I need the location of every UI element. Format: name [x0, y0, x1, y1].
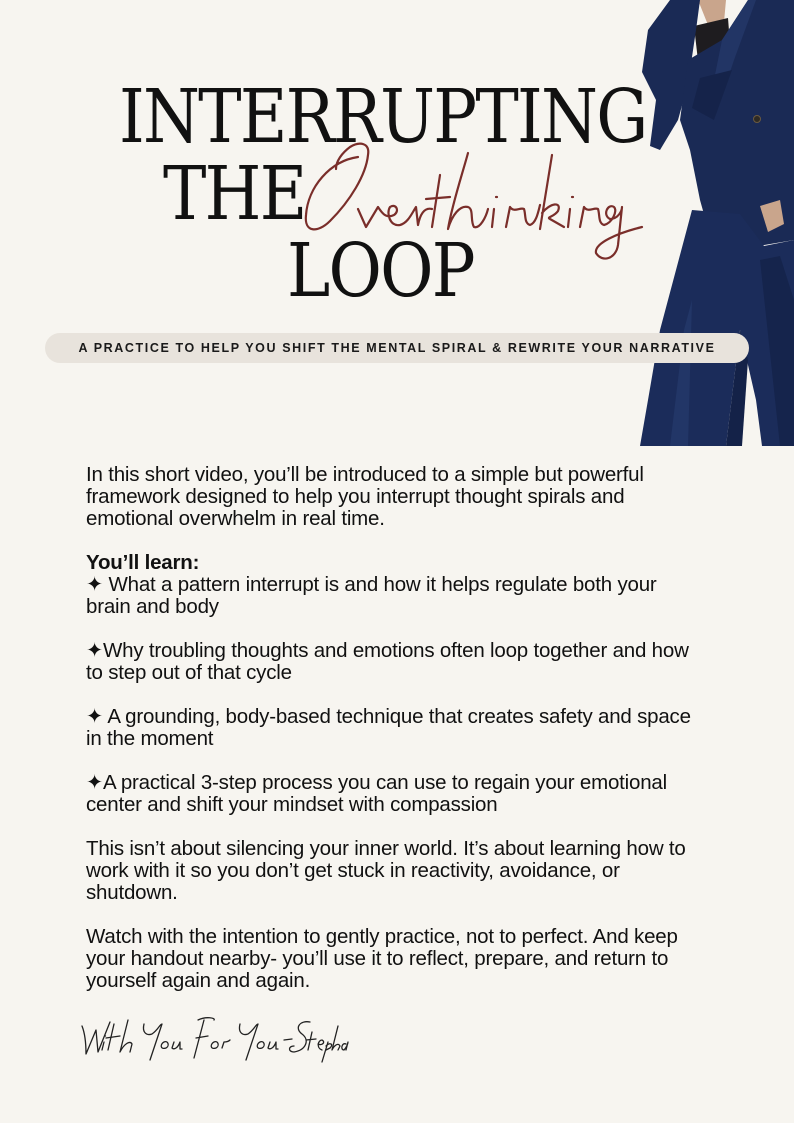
intro-paragraph: In this short video, you’ll be introduced to a simple but powerful framework designed to help you interrupt thought spirals and emotional overwhelm in real time.: [86, 463, 644, 530]
title-line-loop: LOOP: [287, 228, 474, 314]
learn-heading: You’ll learn:: [86, 551, 200, 574]
subtitle-banner: [45, 333, 749, 363]
title-line-the: THE: [163, 151, 306, 237]
bullet-item: ✦ A grounding, body-based technique that creates safety and space in the moment: [86, 705, 691, 750]
body-content: [86, 464, 696, 1014]
closing-paragraph-2: Watch with the intention to gently practice, not to perfect. And keep your handout nearby- you’ll use it to reflect, prepare, and return to yourself again and again.: [86, 925, 678, 992]
title-line-interrupting: INTERRUPTING: [119, 74, 647, 160]
handwritten-signature: [80, 1012, 350, 1064]
bullet-item: ✦ What a pattern interrupt is and how it helps regulate both your brain and body: [86, 573, 657, 618]
closing-paragraph-1: This isn’t about silencing your inner world. It’s about learning how to work with it so you don’t get stuck in reactivity, avoidance, or shutdown.: [86, 837, 686, 904]
subtitle-text: A PRACTICE TO HELP YOU SHIFT THE MENTAL SPIRAL & REWRITE YOUR NARRATIVE: [78, 341, 716, 355]
title-script-overthinking: [300, 135, 645, 265]
bullet-item: ✦A practical 3-step process you can use to regain your emotional center and shift your mindset with compassion: [86, 771, 667, 816]
woman-in-navy-suit-image: [630, 0, 794, 446]
bullet-item: ✦Why troubling thoughts and emotions often loop together and how to step out of that cycle: [86, 639, 689, 684]
